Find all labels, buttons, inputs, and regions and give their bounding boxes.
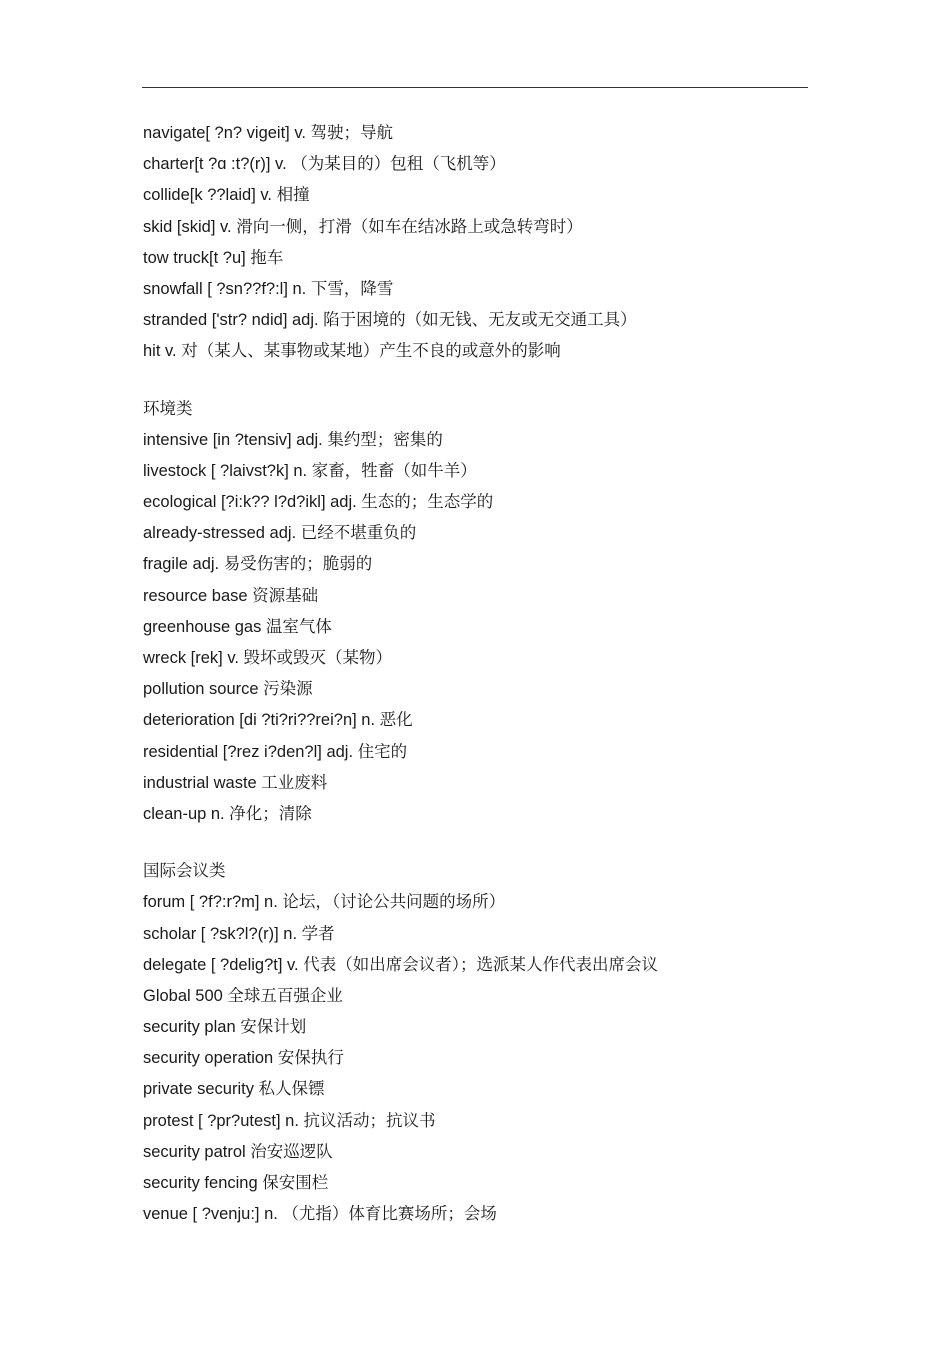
section-heading: 国际会议类 — [143, 862, 226, 881]
section-transport — [143, 118, 843, 368]
vocab-entry: wreck [rek] v. 毁坏或毁灭（某物） — [143, 649, 393, 667]
vocab-entry: livestock [ ?laivst?k] n. 家畜，牲畜（如牛羊） — [143, 461, 477, 480]
vocabulary-content — [143, 118, 843, 1230]
vocab-entry: hit v. 对（某人、某事物或某地）产生不良的或意外的影响 — [143, 342, 561, 361]
vocab-entry: forum [ ?f?:r?m] n. 论坛，（讨论公共问题的场所） — [143, 893, 506, 912]
vocab-entry: charter[t ?ɑ :t?(r)] v. （为某目的）包租（飞机等） — [143, 155, 506, 174]
header-rule — [142, 87, 808, 88]
vocab-entry: navigate[ ?n? vigeit] v. 驾驶；导航 — [143, 124, 394, 142]
vocab-entry: protest [ ?pr?utest] n. 抗议活动；抗议书 — [143, 1111, 436, 1130]
vocab-entry: resource base 资源基础 — [143, 586, 319, 605]
vocab-entry: pollution source 污染源 — [143, 680, 313, 699]
vocab-entry: delegate [ ?delig?t] v. 代表（如出席会议者）；选派某人作代表出席会议 — [143, 955, 658, 974]
vocab-entry: fragile adj. 易受伤害的；脆弱的 — [143, 555, 373, 574]
vocab-entry: snowfall [ ?sn??f?:l] n. 下雪，降雪 — [143, 279, 394, 298]
vocab-entry: greenhouse gas 温室气体 — [143, 617, 332, 636]
vocab-entry: clean-up n. 净化；清除 — [143, 804, 312, 823]
vocab-entry: intensive [in ?tensiv] adj. 集约型；密集的 — [143, 430, 443, 449]
vocab-entry: security fencing 保安围栏 — [143, 1174, 329, 1192]
vocab-entry: industrial waste 工业废料 — [143, 773, 328, 792]
vocab-entry: already-stressed adj. 已经不堪重负的 — [143, 524, 417, 543]
vocab-entry: deterioration [di ?ti?ri??rei?n] n. 恶化 — [143, 711, 413, 730]
vocab-entry: security patrol 治安巡逻队 — [143, 1142, 333, 1161]
vocab-entry: ecological [?i:k?? l?d?ikl] adj. 生态的；生态学的 — [143, 493, 494, 512]
vocab-entry: security operation 安保执行 — [143, 1049, 344, 1068]
section-environment — [143, 394, 843, 831]
vocab-entry: Global 500 全球五百强企业 — [143, 986, 343, 1005]
vocab-entry: stranded ['str? ndid] adj. 陷于困境的（如无钱、无友或无交通工具） — [143, 311, 637, 330]
section-international-conference — [143, 856, 843, 1230]
vocab-entry: residential [?rez i?den?l] adj. 住宅的 — [143, 742, 408, 761]
vocab-entry: scholar [ ?sk?l?(r)] n. 学者 — [143, 924, 335, 943]
vocab-entry: skid [skid] v. 滑向一侧，打滑（如车在结冰路上或急转弯时） — [143, 217, 583, 236]
vocab-entry: collide[k ??laid] v. 相撞 — [143, 186, 310, 205]
vocab-entry: tow truck[t ?u] 拖车 — [143, 248, 284, 267]
vocab-entry: private security 私人保镖 — [143, 1080, 325, 1099]
section-heading: 环境类 — [143, 399, 193, 418]
vocab-entry: venue [ ?venju:] n. （尤指）体育比赛场所；会场 — [143, 1205, 497, 1224]
vocab-entry: security plan 安保计划 — [143, 1018, 307, 1037]
